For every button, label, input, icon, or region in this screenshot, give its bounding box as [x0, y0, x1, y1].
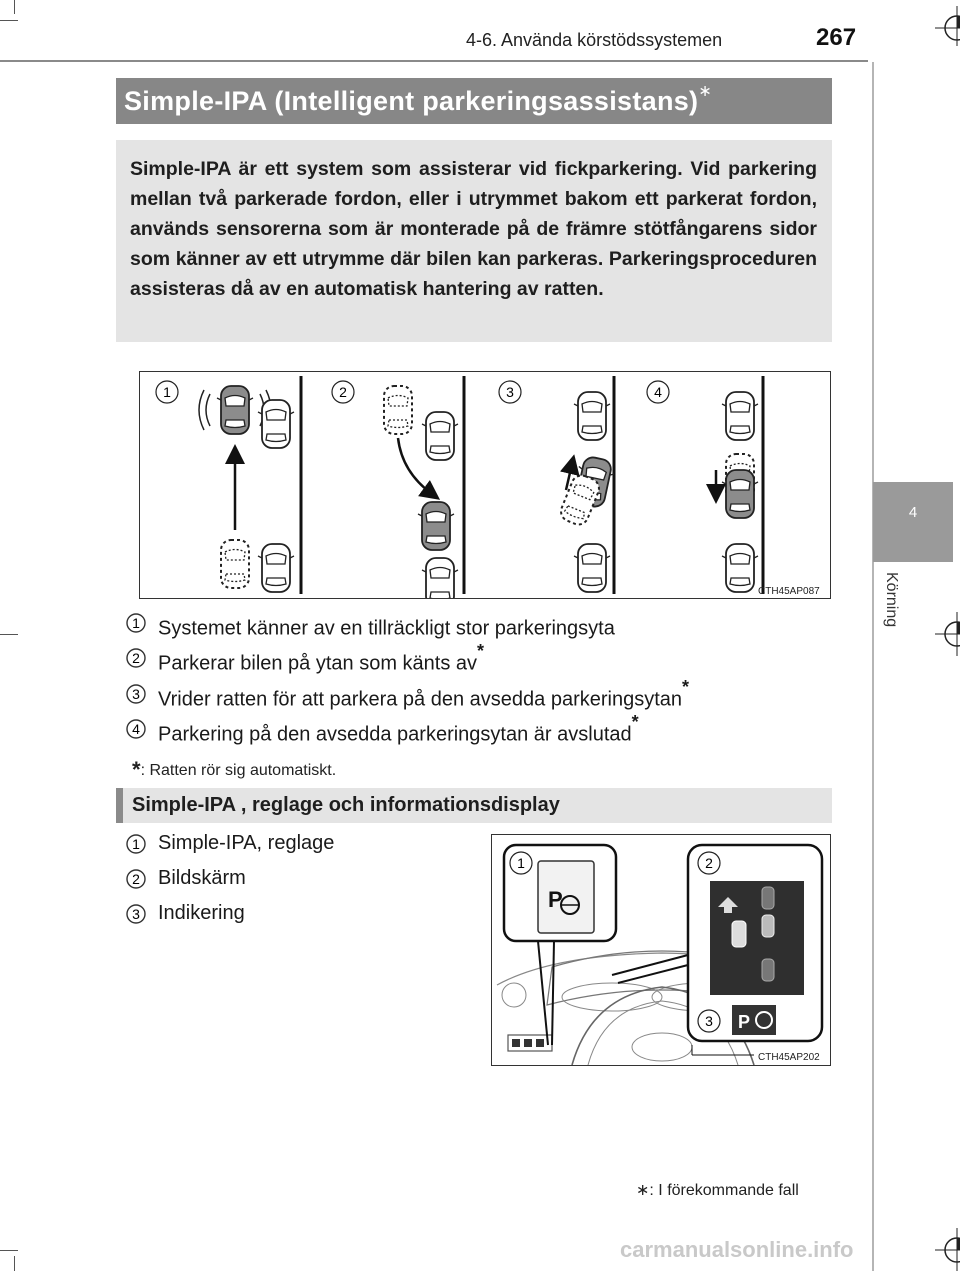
- parking-steps-drawing: [140, 372, 830, 598]
- number-badge: [126, 834, 146, 854]
- figure-code: CTH45AP202: [758, 1052, 820, 1063]
- section-heading: 4-6. Använda körstödssystemen: [466, 30, 723, 50]
- chapter-label-text: Körning: [883, 572, 900, 628]
- svg-text:4: 4: [132, 721, 140, 737]
- svg-text:1: 1: [132, 836, 140, 852]
- list-item-text: Parkering på den avsedda parkeringsytan är avslutad*: [158, 712, 639, 746]
- number-badge: [126, 648, 146, 668]
- callout-1: 1: [517, 855, 525, 871]
- chapter-tab[interactable]: 4: [873, 482, 953, 562]
- svg-text:2: 2: [132, 650, 140, 666]
- crop-mark: [14, 0, 15, 14]
- step-label-4: 4: [654, 384, 662, 400]
- page-number: 267: [816, 24, 857, 51]
- footnote-mark: *: [132, 757, 141, 782]
- callout-3: 3: [705, 1013, 713, 1029]
- number-badge: [126, 904, 146, 924]
- watermark: carmanualsonline.info: [620, 1237, 854, 1262]
- footnote: [132, 755, 336, 781]
- side-band: [872, 62, 874, 1271]
- list-item-text: Bildskärm: [158, 867, 246, 889]
- intro-text: Simple-IPA är ett system som assisterar vid fickparkering. Vid parkering mellan två parkerade fordon, eller i utrymmet bakom ett parkerat fordon, används sensorerna som är monterade på de främre stötfångarens sidor som känner av ett utrymme där bilen kan parkeras. Parkeringsproceduren assisteras då av en automatisk hantering av ratten.: [130, 158, 817, 300]
- page-footnote: ∗: I förekommande fall: [636, 1182, 799, 1199]
- registration-mark-icon: [935, 1228, 960, 1271]
- crop-mark: [0, 20, 18, 21]
- dashboard-illustration: [491, 834, 831, 1066]
- svg-text:1: 1: [132, 615, 140, 631]
- subsection-accent: [116, 788, 123, 823]
- svg-text:P: P: [738, 1012, 751, 1032]
- section-title: [124, 85, 712, 117]
- list-item-text: Indikering: [158, 902, 245, 924]
- figure-code: CTH45AP087: [758, 586, 820, 597]
- step-label-2: 2: [339, 384, 347, 400]
- parking-steps-illustration: [139, 371, 831, 599]
- crop-mark: [0, 1250, 18, 1251]
- list-item-text: Parkerar bilen på ytan som känts av*: [158, 641, 485, 675]
- registration-mark-icon: [935, 612, 960, 656]
- svg-text:2: 2: [132, 871, 140, 887]
- crop-mark: [14, 1256, 15, 1271]
- subsection-title: Simple-IPA , reglage och informationsdisplay: [132, 794, 560, 816]
- number-badge: [126, 719, 146, 739]
- svg-text:3: 3: [132, 686, 140, 702]
- svg-text:P: P: [548, 887, 563, 912]
- svg-text:3: 3: [132, 906, 140, 922]
- list-item-text: Simple-IPA, reglage: [158, 832, 335, 854]
- footnote-text: : Ratten rör sig automatiskt.: [140, 762, 337, 779]
- footnote-mark: ∗: [698, 83, 713, 100]
- subsection-title-bar: [116, 788, 832, 823]
- step-label-1: 1: [163, 384, 171, 400]
- crop-mark: [0, 634, 18, 635]
- callout-2: 2: [705, 855, 713, 871]
- number-badge: [126, 684, 146, 704]
- header-rule: [0, 60, 868, 62]
- number-badge: [126, 613, 146, 633]
- dashboard-drawing: [492, 835, 830, 1065]
- intro-box: [116, 140, 832, 342]
- list-item-text: Vrider ratten för att parkera på den avsedda parkeringsytan*: [158, 677, 690, 711]
- number-badge: [126, 869, 146, 889]
- registration-mark-icon: [935, 6, 960, 46]
- section-title-bar: [116, 78, 832, 124]
- list-item-text: Systemet känner av en tillräckligt stor parkeringsyta: [158, 617, 615, 640]
- chapter-label: [870, 572, 910, 652]
- section-title-text: Simple-IPA (Intelligent parkeringsassistans): [124, 86, 699, 116]
- step-label-3: 3: [506, 384, 514, 400]
